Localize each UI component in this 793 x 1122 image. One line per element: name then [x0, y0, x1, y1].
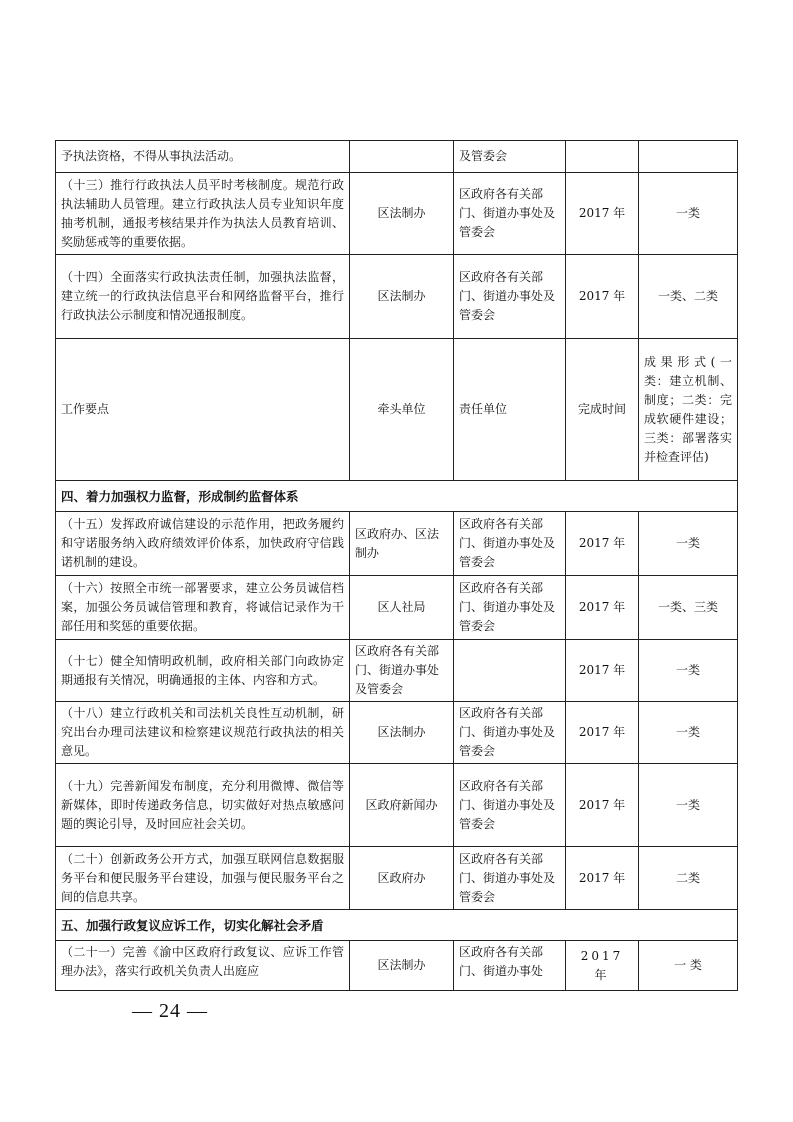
result-form-cell: [639, 141, 738, 173]
completion-time-cell: [566, 141, 639, 173]
completion-time-cell: 2017 年: [566, 702, 639, 764]
header-responsible-unit: 责任单位: [454, 339, 566, 481]
task-cell: （十九）完善新闻发布制度，充分利用微博、微信等新媒体，即时传递政务信息，切实做好对热点敏感问题的舆论引导，及时回应社会关切。: [56, 764, 350, 847]
lead-unit-cell: 区政府新闻办: [350, 764, 454, 847]
result-form-cell: 一类: [639, 702, 738, 764]
page-number: — 24 —: [132, 1000, 208, 1022]
table-row: [56, 640, 738, 702]
result-form-cell: 一 类: [639, 941, 738, 991]
lead-unit-cell: 区法制办: [350, 941, 454, 991]
responsible-unit-cell: 区政府各有关部门、街道办事处及管委会: [454, 576, 566, 640]
result-form-cell: 一类、二类: [639, 255, 738, 339]
responsible-unit-cell: 区政府各有关部门、街道办事处及管委会: [454, 255, 566, 339]
responsible-unit-cell: 区政府各有关部门、街道办事处及管委会: [454, 512, 566, 576]
completion-time-cell: 2017 年: [566, 512, 639, 576]
task-cell: （十四）全面落实行政执法责任制，加强执法监督，建立统一的行政执法信息平台和网络监督平台，推行行政执法公示制度和情况通报制度。: [56, 255, 350, 339]
task-cell: 予执法资格，不得从事执法活动。: [56, 141, 350, 173]
responsible-unit-cell: [454, 640, 566, 702]
responsible-unit-cell: 区政府各有关部门、街道办事处及管委会: [454, 764, 566, 847]
section-heading: 四、着力加强权力监督，形成制约监督体系: [56, 481, 738, 512]
responsible-unit-cell: 区政府各有关部门、街道办事处: [454, 941, 566, 991]
lead-unit-cell: 区法制办: [350, 702, 454, 764]
table-row: [56, 764, 738, 847]
lead-unit-cell: [350, 141, 454, 173]
table-row: [56, 941, 738, 991]
section-row: [56, 481, 738, 512]
table-header-row: [56, 339, 738, 481]
lead-unit-cell: 区法制办: [350, 173, 454, 255]
responsible-unit-cell: 区政府各有关部门、街道办事处及管委会: [454, 173, 566, 255]
lead-unit-cell: 区政府各有关部门、街道办事处及管委会: [350, 640, 454, 702]
task-cell: （十三）推行行政执法人员平时考核制度。规范行政执法辅助人员管理。建立行政执法人员专业知识年度抽考机制，通报考核结果并作为执法人员教育培训、奖励惩戒等的重要依据。: [56, 173, 350, 255]
table-row: [56, 173, 738, 255]
completion-time-cell: 2017 年: [566, 173, 639, 255]
task-cell: （十七）健全知情明政机制，政府相关部门向政协定期通报有关情况，明确通报的主体、内容和方式。: [56, 640, 350, 702]
table-row: [56, 702, 738, 764]
lead-unit-cell: 区政府办: [350, 847, 454, 910]
table-row: [56, 576, 738, 640]
result-form-cell: 一类: [639, 512, 738, 576]
completion-time-cell: 2017 年: [566, 764, 639, 847]
completion-time-cell: 2017 年: [566, 255, 639, 339]
responsible-unit-cell: 区政府各有关部门、街道办事处及管委会: [454, 702, 566, 764]
header-task: 工作要点: [56, 339, 350, 481]
table-row: [56, 847, 738, 910]
task-cell: （十六）按照全市统一部署要求，建立公务员诚信档案，加强公务员诚信管理和教育，将诚信记录作为干部任用和奖惩的重要依据。: [56, 576, 350, 640]
task-cell: （十八）建立行政机关和司法机关良性互动机制，研究出台办理司法建议和检察建议规范行政执法的相关意见。: [56, 702, 350, 764]
result-form-cell: 一类: [639, 764, 738, 847]
completion-time-cell: 2017 年: [566, 640, 639, 702]
completion-time-cell: 2017 年: [566, 941, 639, 991]
header-completion-time: 完成时间: [566, 339, 639, 481]
responsible-unit-cell: 区政府各有关部门、街道办事处及管委会: [454, 847, 566, 910]
task-cell: （二十）创新政务公开方式，加强互联网信息数据服务平台和便民服务平台建设，加强与便民服务平台之间的信息共享。: [56, 847, 350, 910]
work-plan-table: [55, 140, 738, 991]
header-result-form: 成果形式(一类：建立机制、制度；二类：完成软硬件建设；三类：部署落实并检查评估): [639, 339, 738, 481]
result-form-cell: 一类、三类: [639, 576, 738, 640]
result-form-cell: 二类: [639, 847, 738, 910]
responsible-unit-cell: 及管委会: [454, 141, 566, 173]
completion-time-cell: 2017 年: [566, 576, 639, 640]
header-lead-unit: 牵头单位: [350, 339, 454, 481]
result-form-cell: 一类: [639, 173, 738, 255]
lead-unit-cell: 区法制办: [350, 255, 454, 339]
lead-unit-cell: 区人社局: [350, 576, 454, 640]
completion-time-cell: 2017 年: [566, 847, 639, 910]
task-cell: （十五）发挥政府诚信建设的示范作用，把政务履约和守诺服务纳入政府绩效评价体系，加快政府守信践诺机制的建设。: [56, 512, 350, 576]
section-heading: 五、加强行政复议应诉工作，切实化解社会矛盾: [56, 910, 738, 941]
table-row: [56, 255, 738, 339]
table-row: [56, 141, 738, 173]
task-cell: （二十一）完善《渝中区政府行政复议、应诉工作管理办法》，落实行政机关负责人出庭应: [56, 941, 350, 991]
result-form-cell: 一类: [639, 640, 738, 702]
table-row: [56, 512, 738, 576]
lead-unit-cell: 区政府办、区法制办: [350, 512, 454, 576]
section-row: [56, 910, 738, 941]
